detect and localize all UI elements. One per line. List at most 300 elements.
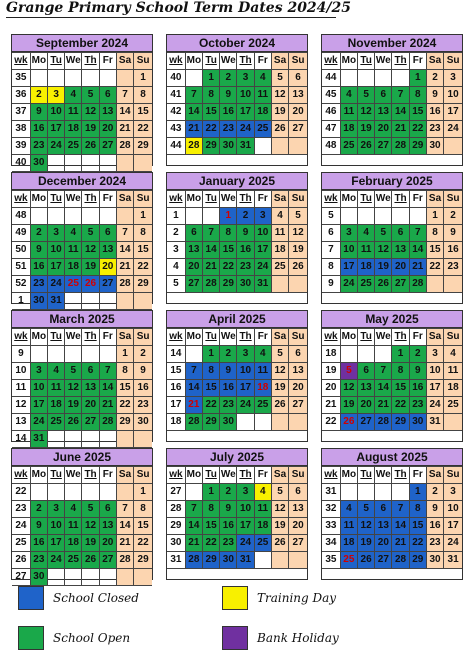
week-number: 33: [322, 518, 340, 535]
legend-swatch: [18, 586, 44, 610]
day-cell: 30: [220, 552, 237, 569]
day-cell: 11: [47, 380, 64, 397]
week-number: 26: [12, 552, 30, 569]
day-cell: [185, 484, 202, 501]
day-header: Su: [444, 467, 462, 484]
day-cell: [65, 484, 82, 501]
day-cell: 19: [375, 259, 392, 276]
month-title: February 2025: [322, 173, 462, 190]
week-number: 4: [167, 259, 185, 276]
day-header: Sa: [116, 191, 133, 208]
day-cell: 7: [185, 87, 202, 104]
day-header: Th: [82, 53, 99, 70]
day-header: Sa: [426, 53, 443, 70]
week-number: 34: [322, 535, 340, 552]
week-number: 43: [167, 121, 185, 138]
day-cell: 24: [47, 552, 64, 569]
day-cell: 22: [409, 121, 426, 138]
day-header: Th: [82, 467, 99, 484]
week-number: 12: [12, 397, 30, 414]
day-cell: 5: [289, 208, 307, 225]
day-cell: 22: [426, 259, 443, 276]
day-cell: 18: [47, 397, 64, 414]
day-header: Tu: [47, 53, 64, 70]
day-cell: 10: [237, 501, 254, 518]
day-cell: 2: [220, 346, 237, 363]
day-cell: 9: [426, 87, 443, 104]
day-header: We: [220, 467, 237, 484]
day-cell: [340, 346, 357, 363]
day-cell: [65, 569, 82, 586]
day-cell: 27: [289, 535, 307, 552]
day-cell: 14: [99, 380, 116, 397]
day-cell: 6: [99, 225, 116, 242]
day-cell: [99, 208, 116, 225]
day-cell: 4: [340, 501, 357, 518]
day-cell: 24: [47, 276, 64, 293]
day-cell: 24: [254, 259, 271, 276]
day-cell: 9: [409, 363, 426, 380]
day-cell: 23: [237, 259, 254, 276]
day-cell: 15: [392, 380, 409, 397]
day-cell: 16: [220, 380, 237, 397]
day-cell: 30: [30, 569, 47, 586]
day-cell: 25: [65, 276, 82, 293]
day-header: We: [375, 191, 392, 208]
day-cell: 20: [375, 121, 392, 138]
day-header: Su: [134, 191, 152, 208]
day-cell: 12: [357, 104, 374, 121]
day-cell: 8: [220, 225, 237, 242]
day-cell: 6: [82, 363, 99, 380]
day-header: We: [375, 329, 392, 346]
day-header: Su: [444, 191, 462, 208]
day-header: We: [375, 53, 392, 70]
day-cell: 18: [254, 104, 271, 121]
week-number: 31: [167, 552, 185, 569]
week-number: 11: [12, 380, 30, 397]
day-cell: 11: [65, 518, 82, 535]
day-cell: [134, 569, 152, 586]
day-cell: 21: [185, 397, 202, 414]
day-cell: 30: [134, 414, 152, 431]
day-cell: 15: [134, 242, 152, 259]
day-cell: 13: [99, 104, 116, 121]
day-header: Th: [237, 329, 254, 346]
day-cell: 22: [392, 397, 409, 414]
day-cell: 10: [444, 501, 462, 518]
day-cell: 26: [82, 276, 99, 293]
month-calendar: [11, 310, 153, 442]
week-number: 30: [167, 535, 185, 552]
day-cell: 17: [237, 104, 254, 121]
day-header: Sa: [426, 467, 443, 484]
day-header: Th: [392, 467, 409, 484]
day-cell: 17: [444, 518, 462, 535]
day-cell: 1: [220, 208, 237, 225]
day-cell: 29: [134, 276, 152, 293]
week-header: wk: [12, 53, 30, 70]
day-header: Mo: [340, 329, 357, 346]
week-header: wk: [322, 467, 340, 484]
day-cell: 23: [409, 397, 426, 414]
day-cell: 25: [340, 552, 357, 569]
day-cell: 25: [254, 397, 271, 414]
day-cell: 2: [30, 501, 47, 518]
month-calendar: [166, 448, 308, 580]
week-number: 16: [167, 380, 185, 397]
day-cell: [82, 155, 99, 172]
day-cell: 29: [134, 138, 152, 155]
week-header: wk: [167, 467, 185, 484]
day-cell: [99, 155, 116, 172]
day-cell: 10: [47, 104, 64, 121]
day-header: Tu: [357, 329, 374, 346]
day-cell: 3: [444, 484, 462, 501]
week-number: 47: [322, 121, 340, 138]
week-header: wk: [322, 191, 340, 208]
day-cell: 19: [271, 104, 288, 121]
day-header: Su: [289, 467, 307, 484]
week-number: 19: [322, 363, 340, 380]
day-cell: 8: [134, 87, 152, 104]
day-cell: 25: [444, 397, 462, 414]
day-cell: 29: [202, 414, 219, 431]
day-cell: 16: [220, 518, 237, 535]
day-cell: 3: [340, 225, 357, 242]
day-cell: 22: [134, 535, 152, 552]
day-cell: [99, 293, 116, 310]
day-cell: [375, 208, 392, 225]
week-number: 49: [12, 225, 30, 242]
day-header: Mo: [185, 53, 202, 70]
day-cell: 9: [237, 225, 254, 242]
day-cell: [99, 346, 116, 363]
day-cell: 30: [426, 138, 443, 155]
day-cell: 11: [444, 363, 462, 380]
day-header: Th: [392, 53, 409, 70]
day-header: Tu: [202, 329, 219, 346]
day-cell: 17: [47, 535, 64, 552]
day-cell: [340, 484, 357, 501]
day-cell: 4: [47, 363, 64, 380]
day-cell: [375, 70, 392, 87]
day-cell: 20: [99, 121, 116, 138]
day-header: Fr: [409, 467, 426, 484]
day-header: Th: [82, 191, 99, 208]
day-cell: 7: [409, 225, 426, 242]
day-cell: 8: [134, 501, 152, 518]
day-cell: 17: [47, 121, 64, 138]
day-header: Sa: [116, 467, 133, 484]
day-cell: 26: [82, 138, 99, 155]
day-cell: 6: [392, 225, 409, 242]
day-cell: 13: [289, 501, 307, 518]
week-number: 24: [12, 518, 30, 535]
day-header: Tu: [202, 467, 219, 484]
week-number: 8: [322, 259, 340, 276]
day-cell: 8: [392, 363, 409, 380]
day-cell: [47, 484, 64, 501]
day-cell: 10: [237, 87, 254, 104]
day-header: We: [65, 191, 82, 208]
week-number: 35: [322, 552, 340, 569]
day-header: We: [65, 467, 82, 484]
legend-label: Bank Holiday: [257, 631, 339, 645]
day-cell: 20: [99, 259, 116, 276]
day-header: Fr: [99, 53, 116, 70]
day-header: Tu: [357, 53, 374, 70]
day-cell: 7: [375, 363, 392, 380]
week-header: wk: [322, 329, 340, 346]
day-cell: 28: [409, 276, 426, 293]
day-cell: 4: [254, 70, 271, 87]
day-cell: 14: [202, 242, 219, 259]
day-cell: [47, 431, 64, 448]
day-cell: [134, 293, 152, 310]
day-cell: 30: [30, 155, 47, 172]
day-cell: 9: [220, 501, 237, 518]
day-cell: 27: [357, 414, 374, 431]
day-cell: 21: [185, 121, 202, 138]
day-cell: 21: [116, 535, 133, 552]
day-header: Fr: [254, 191, 271, 208]
day-cell: [82, 293, 99, 310]
week-header: wk: [12, 329, 30, 346]
day-cell: 13: [289, 363, 307, 380]
day-cell: 13: [289, 87, 307, 104]
day-cell: 23: [30, 138, 47, 155]
day-header: Su: [444, 53, 462, 70]
day-header: Sa: [271, 329, 288, 346]
day-cell: 28: [375, 414, 392, 431]
day-cell: [65, 346, 82, 363]
day-cell: 6: [289, 346, 307, 363]
week-number: 14: [12, 431, 30, 448]
week-header: wk: [12, 191, 30, 208]
day-cell: 11: [357, 242, 374, 259]
day-header: Mo: [30, 329, 47, 346]
day-cell: 24: [426, 397, 443, 414]
day-cell: 8: [426, 225, 443, 242]
day-cell: 21: [392, 535, 409, 552]
month-calendar: [11, 172, 153, 304]
day-cell: 13: [375, 518, 392, 535]
legend-item-open: [18, 626, 130, 650]
day-cell: 28: [185, 552, 202, 569]
week-number: 48: [322, 138, 340, 155]
month-title: September 2024: [12, 35, 152, 52]
day-cell: 26: [340, 414, 357, 431]
day-cell: [444, 276, 462, 293]
day-cell: [185, 208, 202, 225]
day-cell: 25: [340, 138, 357, 155]
week-number: 27: [12, 569, 30, 586]
day-cell: 4: [444, 346, 462, 363]
legend-item-closed: [18, 586, 139, 610]
day-cell: 5: [82, 87, 99, 104]
day-cell: [271, 276, 288, 293]
day-cell: 18: [65, 535, 82, 552]
day-cell: 5: [271, 346, 288, 363]
day-header: Th: [237, 191, 254, 208]
day-cell: 4: [65, 87, 82, 104]
day-cell: 19: [340, 397, 357, 414]
day-cell: 10: [47, 242, 64, 259]
day-cell: [116, 569, 133, 586]
day-cell: 1: [202, 484, 219, 501]
month-title: November 2024: [322, 35, 462, 52]
week-header: wk: [322, 53, 340, 70]
day-cell: 9: [444, 225, 462, 242]
day-cell: 31: [237, 138, 254, 155]
day-header: Th: [392, 329, 409, 346]
day-header: Tu: [202, 191, 219, 208]
day-cell: [444, 414, 462, 431]
day-cell: 19: [65, 397, 82, 414]
day-cell: 22: [202, 121, 219, 138]
day-cell: 6: [375, 87, 392, 104]
day-cell: 13: [392, 242, 409, 259]
day-cell: 29: [134, 552, 152, 569]
day-cell: 1: [134, 208, 152, 225]
day-header: Sa: [271, 467, 288, 484]
day-cell: 29: [116, 414, 133, 431]
day-header: We: [220, 191, 237, 208]
day-cell: 13: [82, 380, 99, 397]
day-cell: 31: [237, 552, 254, 569]
day-header: We: [375, 467, 392, 484]
day-cell: 6: [289, 484, 307, 501]
week-header: wk: [12, 467, 30, 484]
day-cell: 28: [99, 414, 116, 431]
day-cell: 3: [426, 346, 443, 363]
week-number: 5: [322, 208, 340, 225]
day-cell: 16: [426, 518, 443, 535]
day-cell: [254, 414, 271, 431]
day-cell: [99, 569, 116, 586]
day-header: Mo: [340, 191, 357, 208]
day-header: We: [65, 53, 82, 70]
day-header: Mo: [185, 191, 202, 208]
day-cell: 10: [426, 363, 443, 380]
day-cell: 12: [357, 518, 374, 535]
day-cell: 14: [185, 518, 202, 535]
day-cell: 20: [82, 397, 99, 414]
day-cell: 22: [134, 259, 152, 276]
week-number: 14: [167, 346, 185, 363]
day-cell: 23: [134, 397, 152, 414]
week-number: 35: [12, 70, 30, 87]
day-cell: 5: [271, 70, 288, 87]
week-number: 31: [322, 484, 340, 501]
day-header: Sa: [271, 53, 288, 70]
day-cell: 15: [116, 380, 133, 397]
day-cell: 20: [289, 104, 307, 121]
day-cell: 12: [65, 380, 82, 397]
day-cell: 17: [444, 104, 462, 121]
day-cell: 10: [254, 225, 271, 242]
day-header: Sa: [426, 329, 443, 346]
month-calendar: [321, 172, 463, 304]
day-cell: 24: [30, 414, 47, 431]
day-cell: 30: [220, 138, 237, 155]
day-cell: 6: [185, 225, 202, 242]
day-cell: 13: [99, 518, 116, 535]
day-cell: 28: [392, 552, 409, 569]
day-cell: [82, 70, 99, 87]
day-cell: 5: [357, 87, 374, 104]
week-number: 40: [167, 70, 185, 87]
day-cell: 16: [237, 242, 254, 259]
day-cell: 16: [444, 242, 462, 259]
day-cell: 16: [30, 259, 47, 276]
day-cell: 17: [426, 380, 443, 397]
month-calendar: [321, 448, 463, 580]
day-cell: 28: [392, 138, 409, 155]
day-cell: 21: [202, 259, 219, 276]
day-cell: 8: [116, 363, 133, 380]
day-header: Tu: [47, 467, 64, 484]
day-cell: [30, 484, 47, 501]
day-cell: 2: [237, 208, 254, 225]
day-cell: [82, 346, 99, 363]
day-cell: 23: [426, 121, 443, 138]
day-header: We: [220, 53, 237, 70]
day-header: Mo: [340, 53, 357, 70]
day-cell: 3: [47, 87, 64, 104]
day-cell: 17: [237, 380, 254, 397]
day-cell: [375, 346, 392, 363]
month-calendar: [166, 310, 308, 442]
day-header: Su: [134, 467, 152, 484]
week-number: 29: [167, 518, 185, 535]
month-title: January 2025: [167, 173, 307, 190]
day-cell: 24: [237, 535, 254, 552]
day-header: Mo: [340, 467, 357, 484]
day-cell: 18: [340, 121, 357, 138]
day-cell: [82, 431, 99, 448]
week-number: 48: [12, 208, 30, 225]
day-cell: [65, 155, 82, 172]
week-number: 39: [12, 138, 30, 155]
day-cell: 16: [134, 380, 152, 397]
day-cell: 21: [185, 535, 202, 552]
day-cell: [185, 70, 202, 87]
day-cell: 22: [202, 397, 219, 414]
day-cell: [99, 484, 116, 501]
week-header: wk: [167, 53, 185, 70]
day-cell: 7: [116, 87, 133, 104]
day-cell: 5: [340, 363, 357, 380]
day-header: Fr: [409, 191, 426, 208]
day-cell: 31: [30, 431, 47, 448]
day-cell: [82, 569, 99, 586]
day-cell: 16: [30, 121, 47, 138]
day-cell: 4: [254, 346, 271, 363]
day-cell: 9: [30, 518, 47, 535]
day-cell: 9: [426, 501, 443, 518]
day-cell: [237, 414, 254, 431]
legend-swatch: [18, 626, 44, 650]
day-cell: 26: [357, 138, 374, 155]
day-cell: 29: [202, 138, 219, 155]
day-cell: 6: [375, 501, 392, 518]
day-cell: [185, 346, 202, 363]
day-cell: [289, 414, 307, 431]
day-header: Tu: [202, 53, 219, 70]
day-cell: 25: [271, 259, 288, 276]
